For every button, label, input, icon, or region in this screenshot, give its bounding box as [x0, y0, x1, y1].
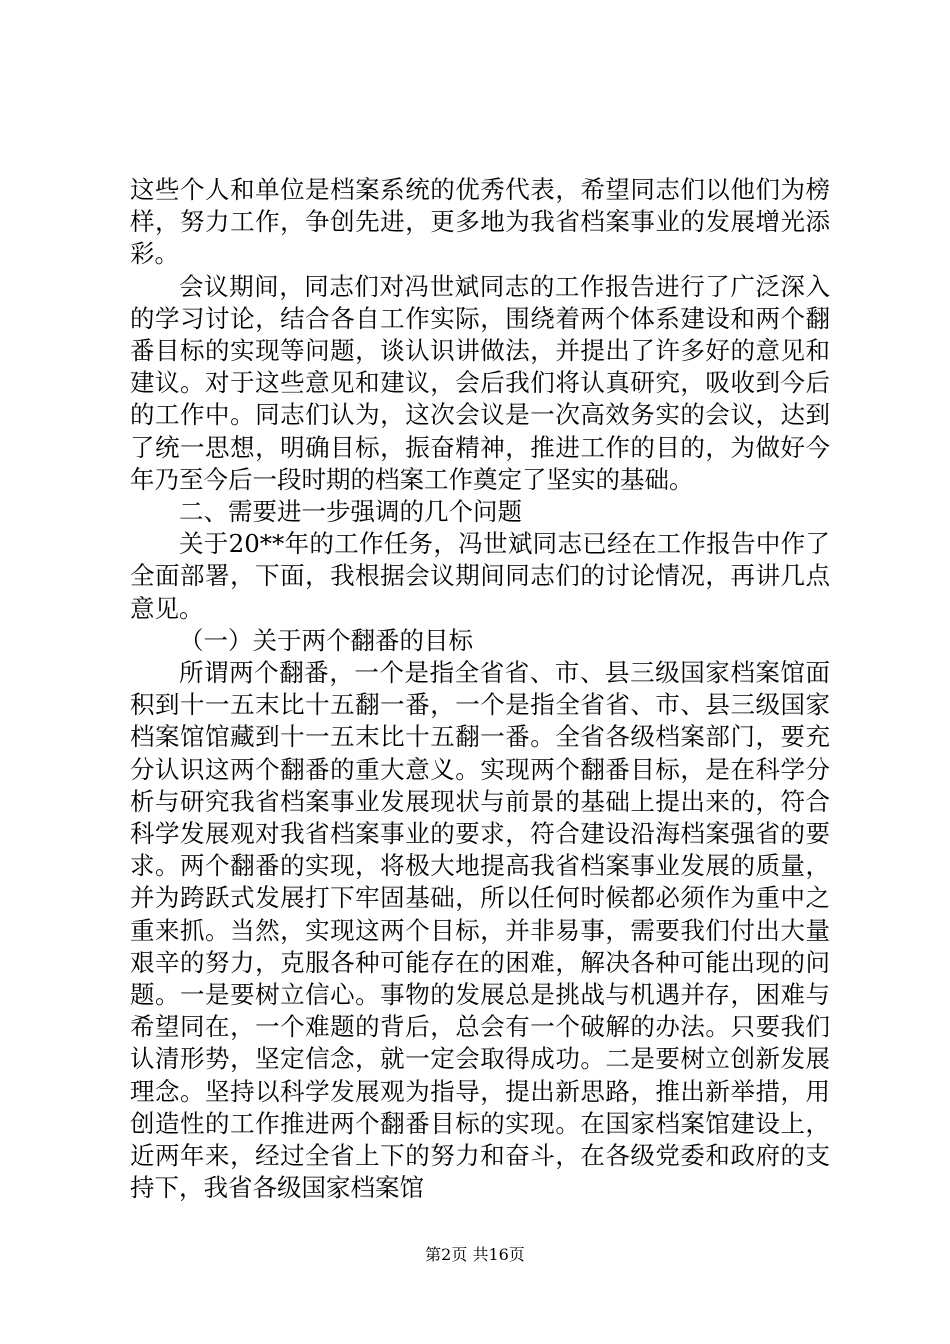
paragraph-4: 所谓两个翻番，一个是指全省省、市、县三级国家档案馆面积到十一五末比十五翻一番，一个是指全省省、市、县三级国家档案馆馆藏到十一五末比十五翻一番。全省各级档案部门，要充分认识这两个翻番的重大意义。实现两个翻番目标，是在科学分析与研究我省档案事业发展现状与前景的基础上提出来的，符合科学发展观对我省档案事业的要求，符合建设沿海档案强省的要求。两个翻番的实现，将极大地提高我省档案事业发展的质量，并为跨跃式发展打下牢固基础，所以任何时候都必须作为重中之重来抓。当然，实现这两个目标，并非易事，需要我们付出大量艰辛的努力，克服各种可能存在的困难，解决各种可能出现的问题。一是要树立信心。事物的发展总是挑战与机遇并存，困难与希望同在，一个难题的背后，总会有一个破解的办法。只要我们认清形势，坚定信念，就一定会取得成功。二是要树立创新发展理念。坚持以科学发展观为指导，提出新思路，推出新举措，用创造性的工作推进两个翻番目标的实现。在国家档案馆建设上，近两年来，经过全省上下的努力和奋斗，在各级党委和政府的支持下，我省各级国家档案馆 [130, 658, 830, 1203]
subsection-heading: （一）关于两个翻番的目标 [179, 625, 473, 655]
section-heading: 二、需要进一步强调的几个问题 [179, 497, 522, 527]
paragraph-3: 关于20**年的工作任务，冯世斌同志已经在工作报告中作了全面部署，下面，我根据会议期间同志们的讨论情况，再讲几点意见。 [130, 529, 830, 623]
document-body [130, 174, 830, 1205]
paragraph-2: 会议期间，同志们对冯世斌同志的工作报告进行了广泛深入的学习讨论，结合各自工作实际，围绕着两个体系建设和两个翻番目标的实现等问题，谈认识讲做法，并提出了许多好的意见和建议。对于这些意见和建议，会后我们将认真研究，吸收到今后的工作中。同志们认为，这次会议是一次高效务实的会议，达到了统一思想，明确目标，振奋精神，推进工作的目的，为做好今年乃至今后一段时期的档案工作奠定了坚实的基础。 [130, 271, 830, 494]
paragraph-1: 这些个人和单位是档案系统的优秀代表，希望同志们以他们为榜样，努力工作，争创先进，更多地为我省档案事业的发展增光添彩。 [130, 175, 830, 269]
page-number-footer: 第2页 共16页 [425, 1245, 525, 1264]
